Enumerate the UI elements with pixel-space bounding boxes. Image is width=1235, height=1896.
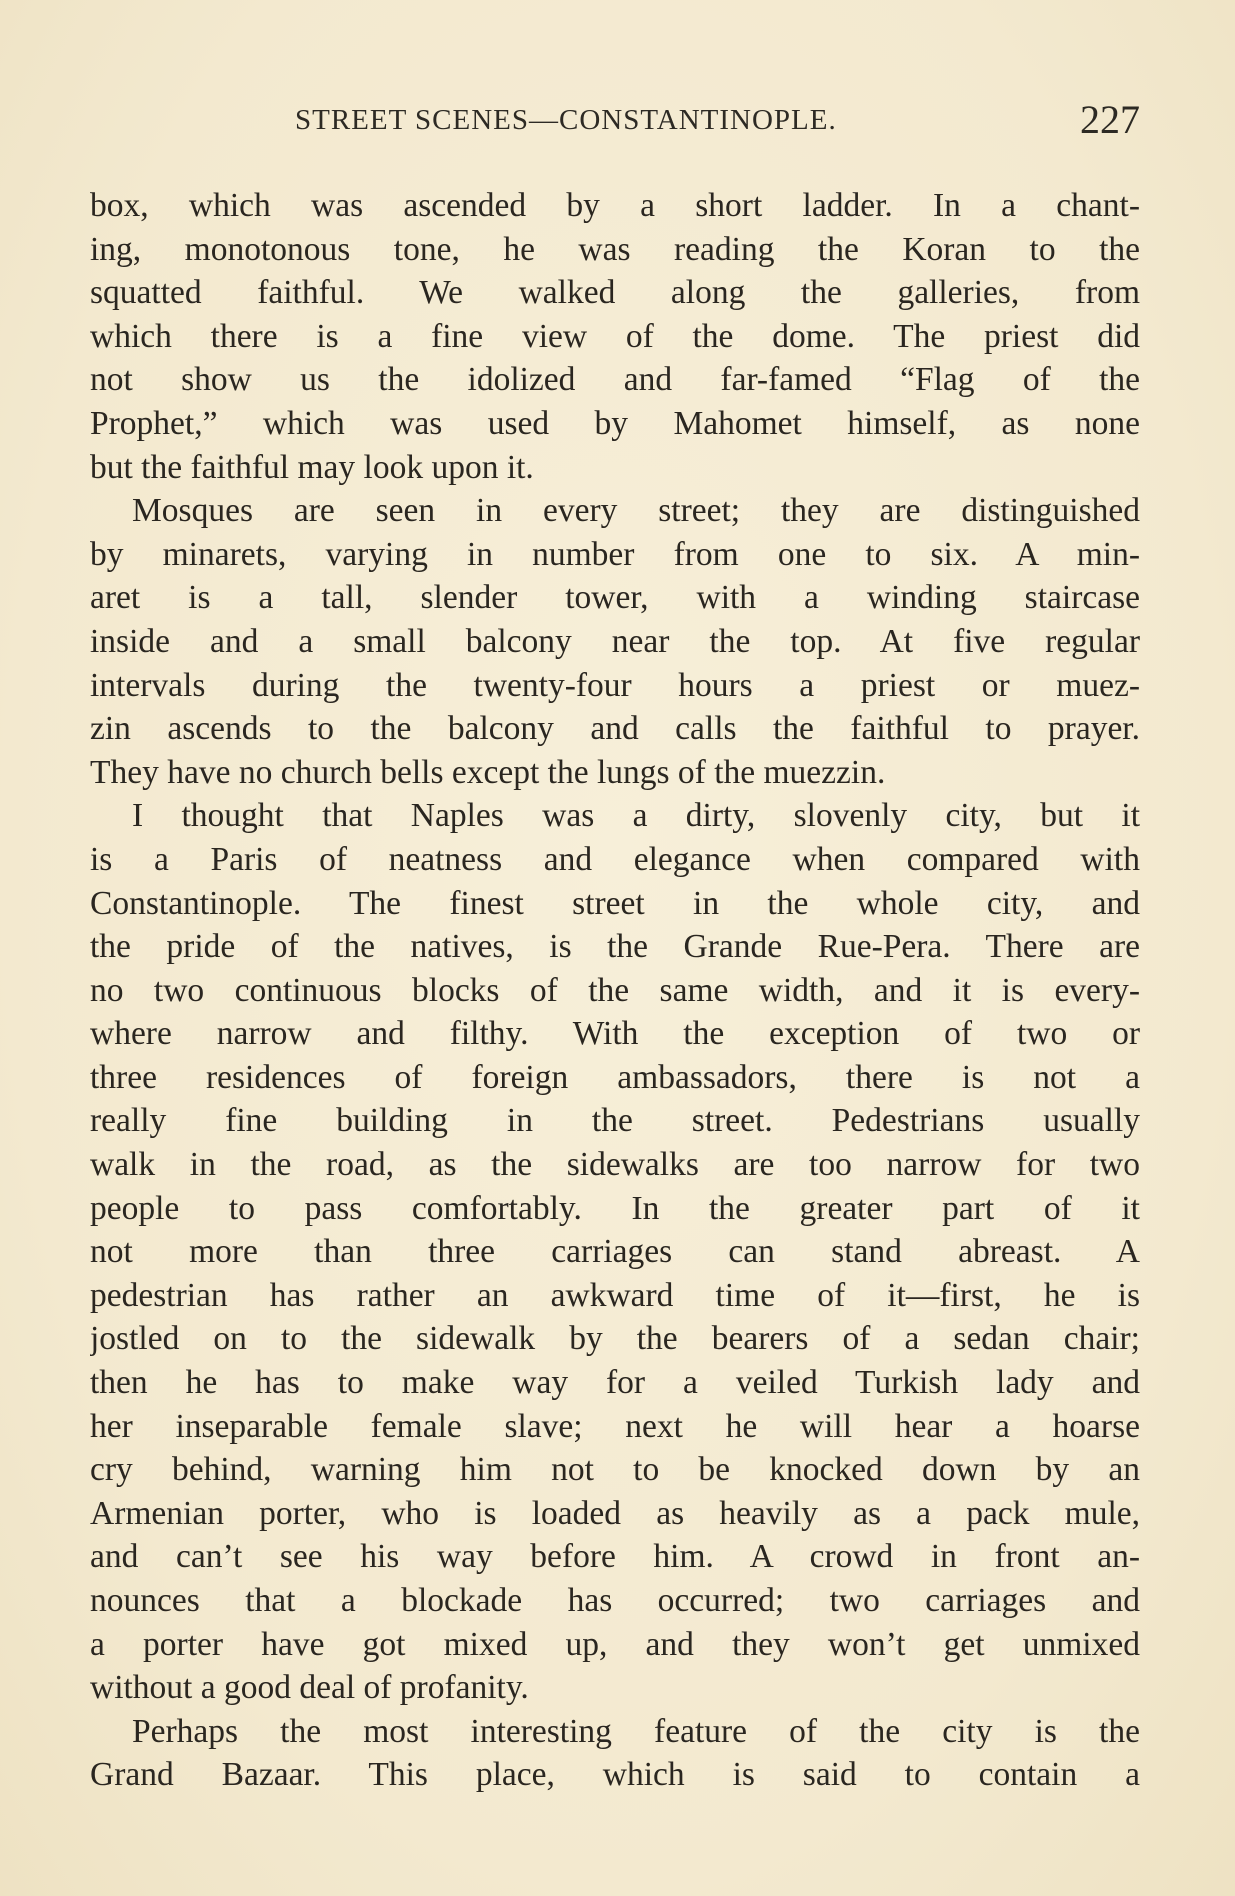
text-line: walk in the road, as the sidewalks are too narrow for two [90, 1146, 1140, 1184]
paragraph-start-line: I thought that Naples was a dirty, slovenly city, but it [132, 797, 1140, 835]
text-line: but the faithful may look upon it. [90, 448, 534, 486]
text-line: not more than three carriages can stand abreast. A [90, 1233, 1140, 1271]
text-line: pedestrian has rather an awkward time of it—first, he is [90, 1276, 1140, 1314]
text-line: and can’t see his way before him. A crowd in front an- [90, 1538, 1140, 1576]
text-line: Grand Bazaar. This place, which is said to contain a [90, 1756, 1140, 1794]
text-line: where narrow and filthy. With the exception of two or [90, 1015, 1140, 1053]
text-line: really fine building in the street. Pedestrians usually [90, 1102, 1140, 1140]
text-line: not show us the idolized and far-famed “Flag of the [90, 361, 1140, 399]
running-head [90, 97, 1140, 144]
text-line: without a good deal of profanity. [90, 1669, 529, 1707]
text-line: cry behind, warning him not to be knocked down by an [90, 1451, 1140, 1489]
text-line: by minarets, varying in number from one to six. A min- [90, 535, 1140, 573]
text-line: jostled on to the sidewalk by the bearers of a sedan chair; [90, 1320, 1140, 1358]
text-line: aret is a tall, slender tower, with a winding staircase [90, 579, 1140, 617]
text-line: then he has to make way for a veiled Turkish lady and [90, 1364, 1140, 1402]
text-line: inside and a small balcony near the top. At five regular [90, 622, 1140, 660]
body-text [90, 184, 1140, 1797]
text-line: Constantinople. The finest street in the whole city, and [90, 884, 1140, 922]
text-line: three residences of foreign ambassadors, there is not a [90, 1058, 1140, 1096]
text-line: is a Paris of neatness and elegance when compared with [90, 840, 1140, 878]
text-line: They have no church bells except the lungs of the muezzin. [90, 753, 886, 791]
text-line: no two continuous blocks of the same width, and it is every- [90, 971, 1140, 1009]
text-line: intervals during the twenty-four hours a priest or muez- [90, 666, 1140, 704]
text-line: a porter have got mixed up, and they won’t get unmixed [90, 1625, 1140, 1663]
text-line: nounces that a blockade has occurred; two carriages and [90, 1582, 1140, 1619]
paragraph-start-line: Perhaps the most interesting feature of the city is the [132, 1712, 1140, 1750]
text-line: which there is a fine view of the dome. The priest did [90, 317, 1140, 355]
text-line: Armenian porter, who is loaded as heavily as a pack mule, [90, 1494, 1140, 1532]
text-line: zin ascends to the balcony and calls the faithful to prayer. [90, 710, 1140, 748]
text-line: box, which was ascended by a short ladder. In a chant- [90, 187, 1140, 224]
text-line: squatted faithful. We walked along the galleries, from [90, 274, 1140, 312]
text-line: her inseparable female slave; next he will hear a hoarse [90, 1407, 1140, 1445]
text-line: ing, monotonous tone, he was reading the Koran to the [90, 230, 1140, 268]
page-number: 227 [1080, 97, 1140, 142]
text-line: the pride of the natives, is the Grande Rue-Pera. There are [90, 928, 1140, 966]
text-line: Prophet,” which was used by Mahomet himself, as none [90, 404, 1140, 442]
text-line: people to pass comfortably. In the greater part of it [90, 1189, 1140, 1227]
running-title: STREET SCENES—CONSTANTINOPLE. [295, 104, 837, 136]
paragraph-start-line: Mosques are seen in every street; they are distinguished [132, 492, 1140, 530]
